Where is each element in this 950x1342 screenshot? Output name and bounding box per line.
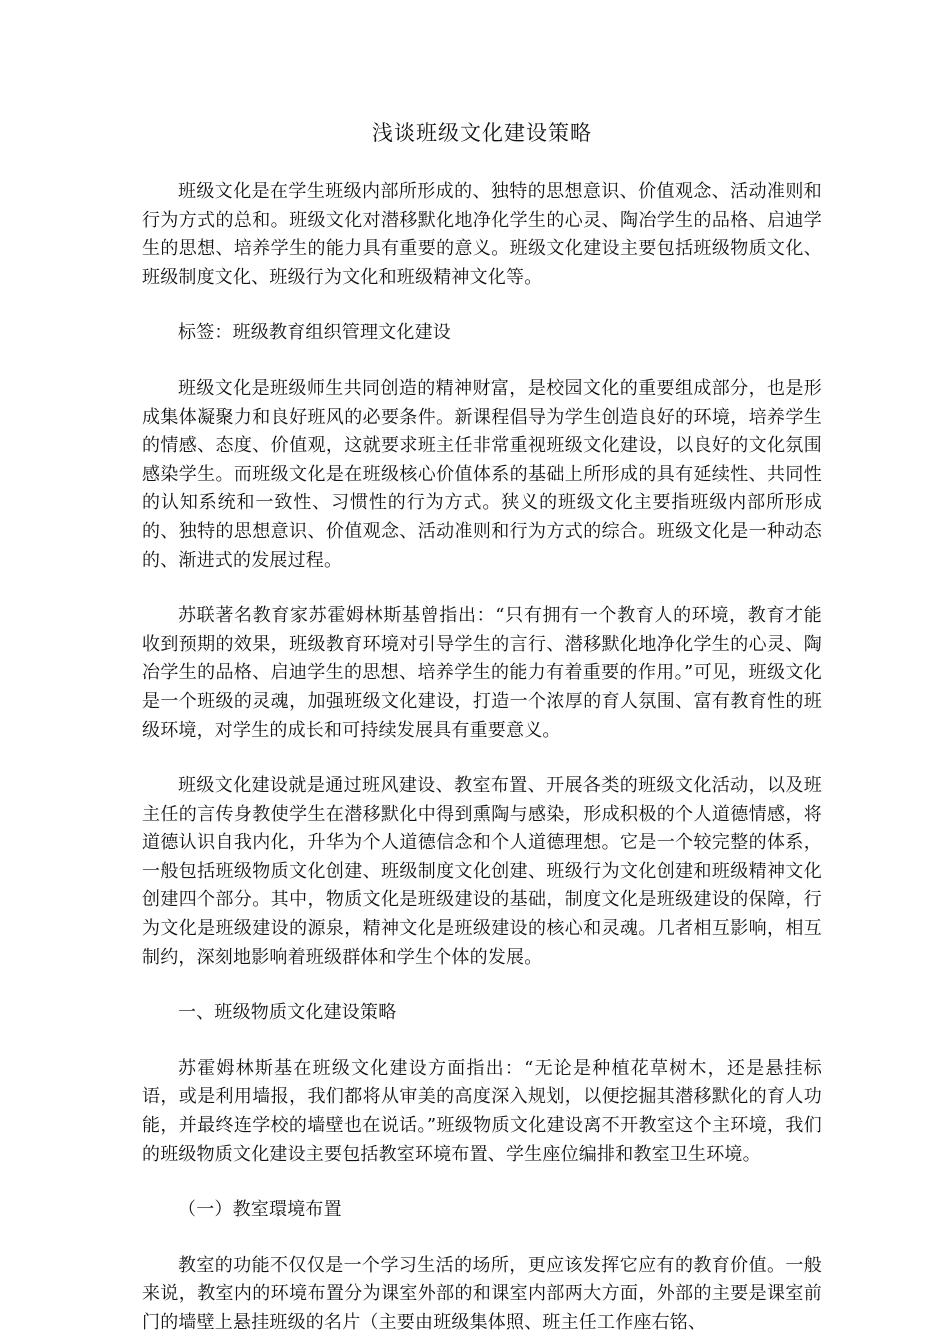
body-paragraph: 教室的功能不仅仅是一个学习生活的场所，更应该发挥它应有的教育价值。一般来说，教室内的环境布置分为课室外部的和课室内部两大方面，外部的主要是课室前门的墙壁上悬挂班级的名片（主要由班级集体照、班主任工作座右铭、 (142, 1254, 822, 1333)
abstract-paragraph: 班级文化是在学生班级内部所形成的、独特的思想意识、价值观念、活动准则和行为方式的总和。班级文化对潜移默化地净化学生的心灵、陶冶学生的品格、启迪学生的思想、培养学生的能力具有重要的意义。班级文化建设主要包括班级物质文化、班级制度文化、班级行为文化和班级精神文化等。 (142, 181, 822, 288)
keywords-paragraph: 标签：班级教育组织管理文化建设 (178, 322, 451, 344)
document-title: 浅谈班级文化建设策略 (372, 121, 592, 145)
body-paragraph: 班级文化是班级师生共同创造的精神财富，是校园文化的重要组成部分，也是形成集体凝聚力和良好班风的必要条件。新课程倡导为学生创造良好的环境，培养学生的情感、态度、价值观，这就要求班主任非常重视班级文化建设，以良好的文化氛围感染学生。而班级文化是在班级核心价值体系的基础上所形成的具有延续性、共同性的认知系统和一致性、习惯性的行为方式。狭义的班级文化主要指班级内部所形成的、独特的思想意识、价值观念、活动准则和行为方式的综合。班级文化是一种动态的、渐进式的发展过程。 (142, 377, 822, 571)
body-paragraph: 苏霍姆林斯基在班级文化建设方面指出：“无论是种植花草树木，还是悬挂标语，或是利用墙报，我们都将从审美的高度深入规划，以便挖掘其潜移默化的育人功能，并最终连学校的墙壁也在说话。”班级物质文化建设离不开教室这个主环境，我们的班级物质文化建设主要包括教室环境布置、学生座位编排和教室卫生环境。 (142, 1057, 822, 1165)
body-paragraph: 苏联著名教育家苏霍姆林斯基曾指出：“只有拥有一个教育人的环境，教育才能收到预期的效果，班级教育环境对引导学生的言行、潜移默化地净化学生的心灵、陶冶学生的品格、启迪学生的思想、培养学生的能力有着重要的作用。”可见，班级文化是一个班级的灵魂，加强班级文化建设，打造一个浓厚的育人氛围、富有教育性的班级环境，对学生的成长和可持续发展具有重要意义。 (142, 605, 822, 741)
subsection-heading: （一）教室環境布置 (178, 1199, 342, 1221)
section-heading: 一、班级物质文化建设策略 (178, 1002, 397, 1024)
document-page (142, 118, 822, 1338)
body-paragraph: 班级文化建设就是通过班风建设、教室布置、开展各类的班级文化活动，以及班主任的言传身教使学生在潜移默化中得到熏陶与感染，形成积极的个人道德情感，将道德认识自我内化，升华为个人道德信念和个人道德理想。它是一个较完整的体系，一般包括班级物质文化创建、班级制度文化创建、班级行为文化创建和班级精神文化创建四个部分。其中，物质文化是班级建设的基础，制度文化是班级建设的保障，行为文化是班级建设的源泉，精神文化是班级建设的核心和灵魂。几者相互影响，相互制约，深刻地影响着班级群体和学生个体的发展。 (142, 775, 822, 968)
